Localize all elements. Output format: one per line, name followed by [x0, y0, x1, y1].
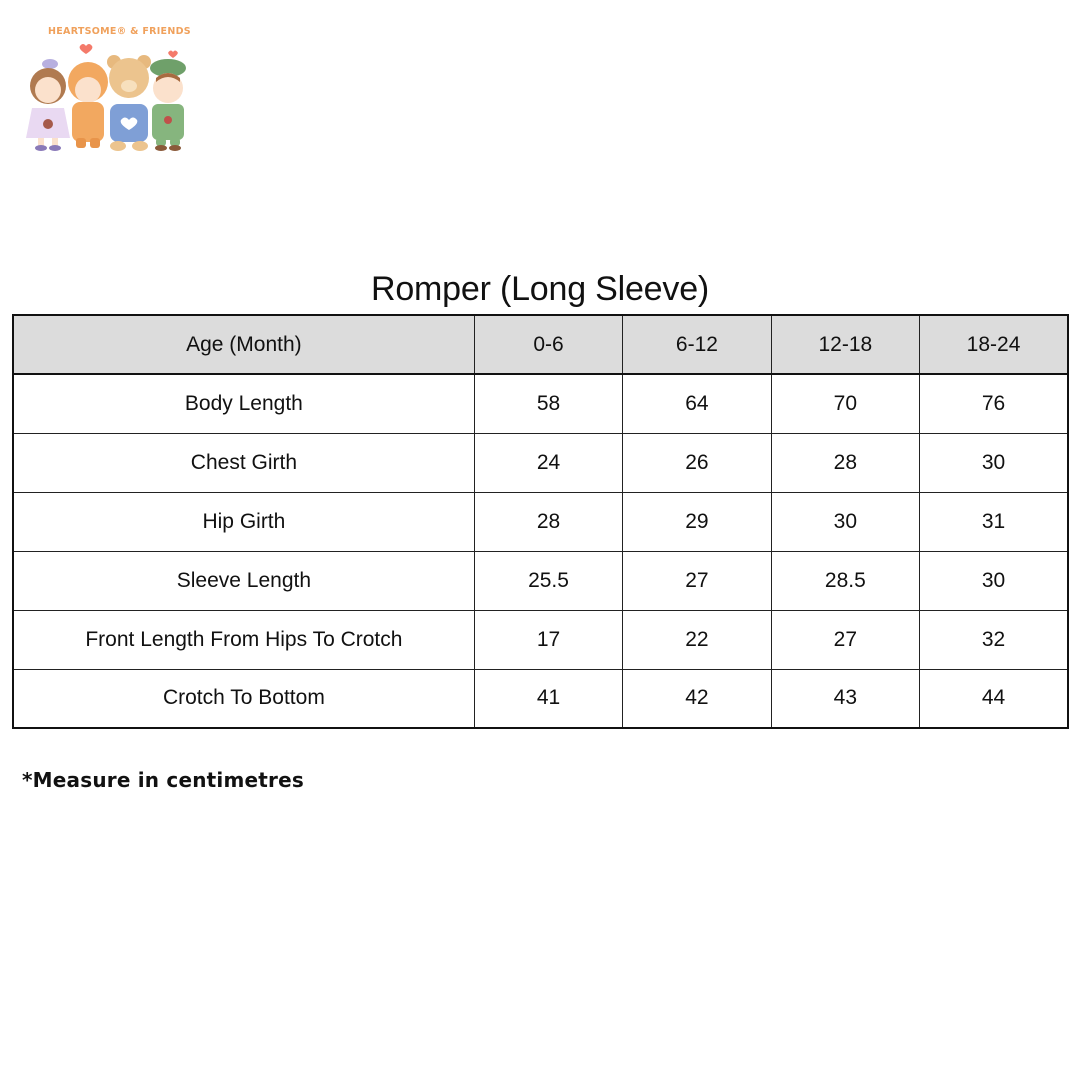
- table-cell: 28: [771, 433, 919, 492]
- header-size-0-6: 0-6: [474, 315, 622, 374]
- header-size-12-18: 12-18: [771, 315, 919, 374]
- table-cell: 27: [771, 610, 919, 669]
- size-chart-table: [12, 314, 1069, 729]
- row-label: Crotch To Bottom: [13, 669, 474, 728]
- table-cell: 43: [771, 669, 919, 728]
- table-cell: 25.5: [474, 551, 622, 610]
- table-cell: 27: [623, 551, 771, 610]
- table-cell: 32: [920, 610, 1068, 669]
- table-cell: 17: [474, 610, 622, 669]
- table-header-row: [13, 315, 1068, 374]
- size-chart-title: Romper (Long Sleeve): [370, 270, 710, 308]
- table-row: [13, 492, 1068, 551]
- table-cell: 58: [474, 374, 622, 433]
- table-cell: 28: [474, 492, 622, 551]
- row-label: Hip Girth: [13, 492, 474, 551]
- table-cell: 70: [771, 374, 919, 433]
- table-row: [13, 433, 1068, 492]
- table-cell: 64: [623, 374, 771, 433]
- header-age-label: Age (Month): [13, 315, 474, 374]
- table-cell: 44: [920, 669, 1068, 728]
- table-cell: 29: [623, 492, 771, 551]
- table-cell: 24: [474, 433, 622, 492]
- table-row: [13, 669, 1068, 728]
- measurement-note: *Measure in centimetres: [22, 768, 304, 792]
- row-label: Body Length: [13, 374, 474, 433]
- row-label: Sleeve Length: [13, 551, 474, 610]
- table-cell: 30: [920, 551, 1068, 610]
- header-size-18-24: 18-24: [920, 315, 1068, 374]
- row-label: Front Length From Hips To Crotch: [13, 610, 474, 669]
- table-cell: 28.5: [771, 551, 919, 610]
- row-label: Chest Girth: [13, 433, 474, 492]
- table-cell: 76: [920, 374, 1068, 433]
- table-cell: 31: [920, 492, 1068, 551]
- table-cell: 22: [623, 610, 771, 669]
- heartsome-friends-characters-logo-icon: [22, 38, 194, 152]
- table-row: [13, 374, 1068, 433]
- table-cell: 41: [474, 669, 622, 728]
- brand-logo: [22, 22, 194, 152]
- table-cell: 26: [623, 433, 771, 492]
- header-size-6-12: 6-12: [623, 315, 771, 374]
- brand-logo-text: HEARTSOME® & FRIENDS: [48, 26, 191, 37]
- table-cell: 30: [771, 492, 919, 551]
- table-row: [13, 551, 1068, 610]
- table-cell: 42: [623, 669, 771, 728]
- table-row: [13, 610, 1068, 669]
- table-cell: 30: [920, 433, 1068, 492]
